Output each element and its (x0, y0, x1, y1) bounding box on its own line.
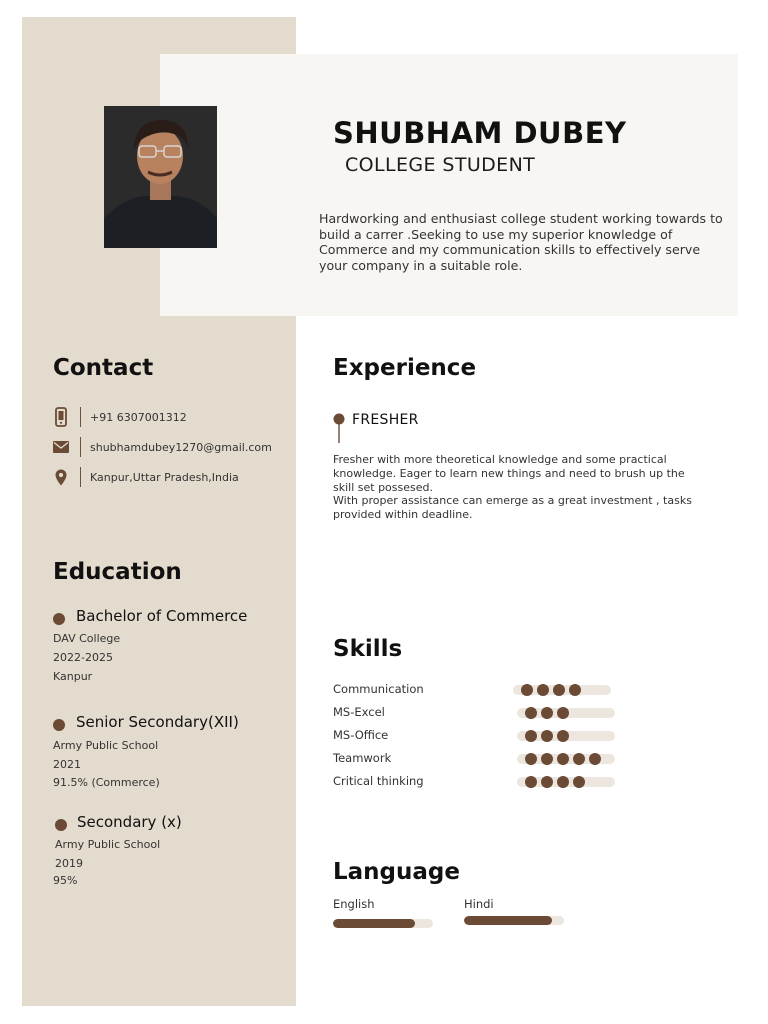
skill-rating-dot (525, 730, 537, 742)
skill-rating-dot (525, 753, 537, 765)
skill-rating-dot (525, 776, 537, 788)
language-bar-track (333, 919, 433, 928)
experience-title: FRESHER (352, 412, 419, 428)
skill-rating-dot (541, 730, 553, 742)
skill-rating-dot (525, 707, 537, 719)
skill-rating-dot (537, 684, 549, 696)
experience-description (333, 453, 703, 522)
education-years: 2022-2025 (53, 651, 113, 664)
education-institution: Army Public School (53, 739, 159, 752)
language-heading: Language (333, 859, 460, 885)
skill-rating-dot (553, 684, 565, 696)
education-bullet (53, 613, 65, 625)
candidate-role: COLLEGE STUDENT (345, 154, 536, 176)
mail-icon (53, 437, 69, 457)
education-title: Secondary (x) (77, 813, 182, 831)
skill-rating-dot (557, 707, 569, 719)
language-bar-fill (333, 919, 415, 928)
education-score: 91.5% (Commerce) (53, 776, 160, 789)
experience-heading: Experience (333, 355, 477, 381)
language-label: English (333, 897, 375, 911)
education-location: Kanpur (53, 670, 93, 683)
skill-label: MS-Excel (333, 705, 385, 719)
education-year: 2021 (53, 758, 81, 771)
contact-separator (80, 407, 81, 427)
skill-rating-dot (557, 730, 569, 742)
skill-label: Teamwork (333, 751, 392, 765)
education-institution: DAV College (53, 632, 121, 645)
skill-rating-dot (573, 753, 585, 765)
skill-rating-dot (557, 753, 569, 765)
profile-summary: Hardworking and enthusiast college student working towards to build a carrer .Seeking to use my superior knowledge of Commerce and my communication skills to effectively serve your company in a suitable role. (319, 211, 723, 273)
skill-rating-dot (541, 776, 553, 788)
education-heading: Education (53, 559, 182, 585)
skill-rating-dot (521, 684, 533, 696)
contact-separator (80, 437, 81, 457)
contact-email-row (53, 435, 272, 459)
contact-email: shubhamdubey1270@gmail.com (90, 440, 272, 454)
education-institution: Army Public School (55, 838, 161, 851)
contact-location: Kanpur,Uttar Pradesh,India (90, 470, 239, 484)
skills-heading: Skills (333, 636, 403, 662)
education-title: Bachelor of Commerce (76, 607, 248, 625)
phone-icon (53, 407, 69, 427)
education-score: 95% (53, 874, 78, 887)
contact-separator (80, 467, 81, 487)
skill-rating-dot (557, 776, 569, 788)
education-bullet (55, 819, 67, 831)
skill-label: MS-Office (333, 728, 389, 742)
timeline-pin-icon (333, 413, 345, 443)
education-bullet (53, 719, 65, 731)
contact-phone-row (53, 405, 187, 429)
skill-rating-dot (589, 753, 601, 765)
skill-rating-dot (541, 753, 553, 765)
skill-label: Critical thinking (333, 774, 424, 788)
skill-rating-dot (573, 776, 585, 788)
contact-location-row (53, 465, 239, 489)
language-label: Hindi (464, 897, 494, 911)
language-bar-fill (464, 916, 552, 925)
location-pin-icon (53, 467, 69, 487)
contact-phone: +91 6307001312 (90, 410, 187, 424)
skill-rating-dot (541, 707, 553, 719)
experience-desc-line: Fresher with more theoretical knowledge and some practical knowledge. Eager to learn new things and need to brush up the skill set possesed. (333, 453, 685, 494)
skill-label: Communication (333, 682, 424, 696)
language-bar-track (464, 916, 564, 925)
candidate-name: SHUBHAM DUBEY (333, 116, 627, 150)
experience-desc-line: With proper assistance can emerge as a great investment , tasks provided within deadline. (333, 494, 692, 522)
education-year: 2019 (55, 857, 83, 870)
header-panel (160, 54, 738, 316)
skill-rating-dot (569, 684, 581, 696)
education-title: Senior Secondary(XII) (76, 713, 239, 731)
profile-photo (104, 106, 217, 248)
contact-heading: Contact (53, 355, 154, 381)
